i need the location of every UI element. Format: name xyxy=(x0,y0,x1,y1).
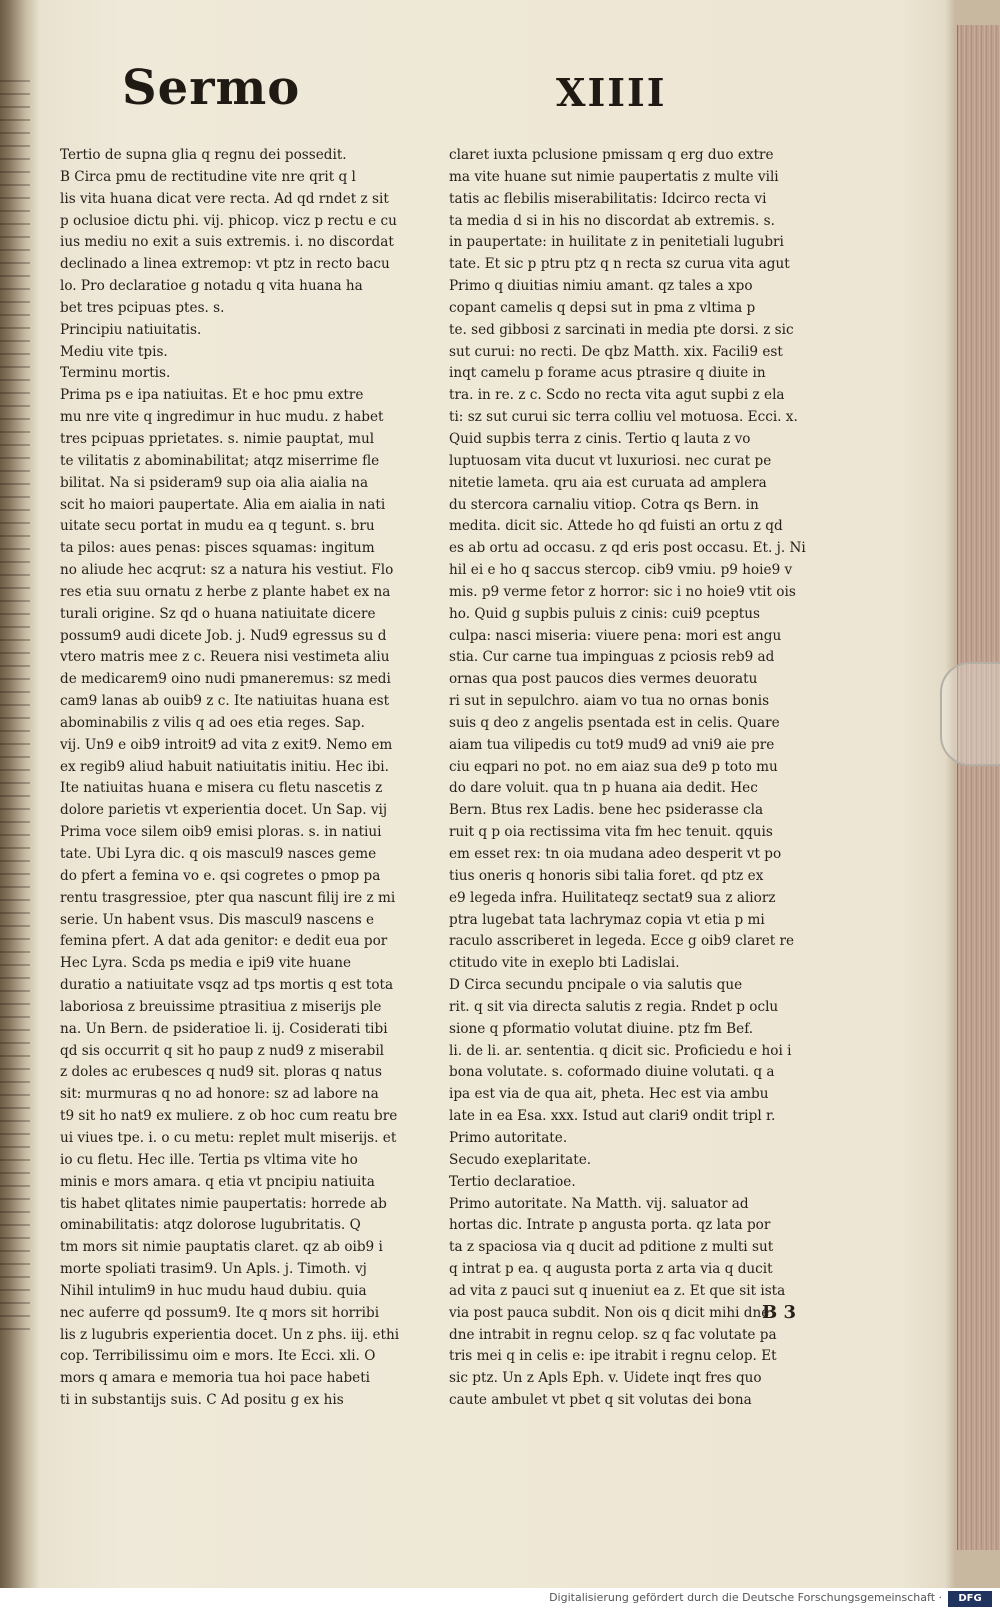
text-line: aiam tua vilipedis cu tot9 mud9 ad vni9 aie pre xyxy=(449,736,775,753)
right-text-column xyxy=(449,145,819,1412)
text-line: femina pfert. A dat ada genitor: e dedit eua por xyxy=(60,933,388,950)
text-line: tatis ac flebilis miserabilitatis: Idcirco recta vi xyxy=(449,190,767,207)
text-line: Primo autoritate. xyxy=(449,1129,568,1146)
footer-credit: Digitalisierung gefördert durch die Deutsche Forschungsgemeinschaft · xyxy=(549,1591,942,1604)
text-line: ri sut in sepulchro. aiam vo tua no ornas bonis xyxy=(449,693,770,710)
text-line: qd sis occurrit q sit ho paup z nud9 z miserabil xyxy=(60,1042,385,1059)
text-line: rit. q sit via directa salutis z regia. Rndet p oclu xyxy=(449,998,779,1015)
text-line: inqt camelu p forame acus ptrasire q diuite in xyxy=(449,365,766,382)
text-line: do dare voluit. qua tn p huana aia dedit. Hec xyxy=(449,780,758,797)
text-line: ominabilitatis: atqz dolorose lugubritatis. Q xyxy=(60,1217,361,1234)
text-line: p oclusioe dictu phi. vij. phicop. vicz p rectu e cu xyxy=(60,212,397,229)
text-line: lo. Pro declaratioe g notadu q vita huana ha xyxy=(60,278,363,295)
text-line: Bern. Btus rex Ladis. bene hec psiderasse cla xyxy=(449,802,764,819)
text-line: tres pcipuas pprietates. s. nimie pauptat, mul xyxy=(60,430,375,447)
text-line: morte spoliati trasim9. Un Apls. j. Timoth. vj xyxy=(60,1261,367,1278)
text-line: raculo asscriberet in legeda. Ecce g oib9 claret re xyxy=(449,933,795,950)
text-line: tis habet qlitates nimie paupertatis: horrede ab xyxy=(60,1195,387,1212)
text-line: du stercora carnaliu vitiop. Cotra qs Bern. in xyxy=(449,496,759,513)
text-line: ctitudo vite in exeplo bti Ladislai. xyxy=(449,955,680,972)
text-line: Terminu mortis. xyxy=(60,365,171,382)
text-line: Principiu natiuitatis. xyxy=(60,321,202,338)
text-line: ad vita z pauci sut q inueniut ea z. Et que sit ista xyxy=(449,1282,786,1299)
text-line: dne intrabit in regnu celop. sz q fac volutate pa xyxy=(449,1326,777,1343)
text-line: ui viues tpe. i. o cu metu: replet mult miserijs. et xyxy=(60,1129,397,1146)
text-line: Secudo exeplaritate. xyxy=(449,1151,592,1168)
text-line: ta media d si in his no discordat ab extremis. s. xyxy=(449,212,775,229)
text-line: ti: sz sut curui sic terra colliu vel motuosa. Ecci. x. xyxy=(449,409,798,426)
text-line: ho. Quid g supbis puluis z cinis: cui9 pceptus xyxy=(449,605,760,622)
text-line: stia. Cur carne tua impinguas z pciosis reb9 ad xyxy=(449,649,775,666)
text-line: uitate secu portat in mudu ea q tegunt. s. bru xyxy=(60,518,375,535)
text-line: claret iuxta pclusione pmissam q erg duo extre xyxy=(449,147,774,163)
text-line: lis z lugubris experientia docet. Un z phs. iij. ethi xyxy=(60,1326,400,1343)
text-line: em esset rex: tn oia mudana adeo desperit vt po xyxy=(449,846,782,862)
text-line: caute ambulet vt pbet q sit volutas dei bona xyxy=(449,1392,752,1409)
text-line: tra. in re. z c. Scdo no recta vita agut supbi z ela xyxy=(449,387,785,404)
digitization-footer xyxy=(0,1588,1000,1610)
text-line: sic ptz. Un z Apls Eph. v. Uidete inqt fres quo xyxy=(449,1370,762,1387)
text-line: possum9 audi dicete Job. j. Nud9 egressus su d xyxy=(60,627,387,644)
text-line: ti in substantijs suis. C Ad positu g ex his xyxy=(60,1392,344,1409)
text-line: tius oneris q honoris sibi talia foret. qd ptz ex xyxy=(449,867,764,884)
text-line: sione q pformatio volutat diuine. ptz fm Bef. xyxy=(449,1020,754,1037)
text-line: nec auferre qd possum9. Ite q mors sit horribi xyxy=(60,1304,380,1321)
text-line: bilitat. Na si psideram9 sup oia alia aialia na xyxy=(60,474,369,491)
text-line: abominabilis z vilis q ad oes etia reges. Sap. xyxy=(60,714,365,731)
text-line: cop. Terribilissimu oim e mors. Ite Ecci. xli. O xyxy=(60,1348,376,1365)
text-line: io cu fletu. Hec ille. Tertia ps vltima vite ho xyxy=(60,1151,358,1168)
text-line: medita. dicit sic. Attede ho qd fuisti an ortu z qd xyxy=(449,518,783,535)
text-line: cam9 lanas ab ouib9 z c. Ite natiuitas huana est xyxy=(60,693,390,710)
text-line: ius mediu no exit a suis extremis. i. no discordat xyxy=(60,234,394,251)
text-line: q intrat p ea. q augusta porta z arta via q ducit xyxy=(449,1261,773,1278)
text-line: ruit q p oia rectissima vita fm hec tenuit. qquis xyxy=(449,824,773,841)
text-line: hil ei e ho q saccus stercop. cib9 vmiu. p9 hoie9 v xyxy=(449,562,793,579)
text-line: hortas dic. Intrate p angusta porta. qz lata por xyxy=(449,1217,771,1234)
text-line: tris mei q in celis e: ipe itrabit i regnu celop. Et xyxy=(449,1348,777,1365)
text-line: nitetie lameta. qru aia est curuata ad amplera xyxy=(449,474,767,491)
running-head-folio: XIIII xyxy=(556,70,667,115)
text-line: ta pilos: aues penas: pisces squamas: ingitum xyxy=(60,540,375,557)
text-line: ornas qua post paucos dies vermes deuoratu xyxy=(449,671,758,688)
text-line: te. sed gibbosi z sarcinati in media pte dorsi. z sic xyxy=(449,321,794,338)
text-line: tate. Ubi Lyra dic. q ois mascul9 nasces geme xyxy=(60,846,377,862)
text-line: mis. p9 verme fetor z horror: sic i no hoie9 vtit ois xyxy=(449,583,796,600)
signature-mark: B 3 xyxy=(762,1302,797,1323)
text-line: li. de li. ar. sententia. q dicit sic. Proficiedu e hoi i xyxy=(449,1042,792,1059)
text-line: serie. Un habent vsus. Dis mascul9 nascens e xyxy=(60,911,375,928)
dfg-logo: DFG xyxy=(948,1591,992,1607)
text-line: Nihil intulim9 in huc mudu haud dubiu. quia xyxy=(60,1282,367,1299)
text-line: res etia suu ornatu z herbe z plante habet ex na xyxy=(60,583,391,600)
text-line: t9 sit ho nat9 ex muliere. z ob hoc cum reatu bre xyxy=(60,1108,398,1125)
text-line: sut curui: no recti. De qbz Matth. xix. Facili9 est xyxy=(449,343,783,360)
text-line: in paupertate: in huilitate z in penitetiali lugubri xyxy=(449,234,784,251)
text-line: tate. Et sic p ptru ptz q n recta sz curua vita agut xyxy=(449,256,790,273)
text-line: via post pauca subdit. Non ois q dicit mihi dne xyxy=(449,1304,770,1321)
text-line: rentu trasgressioe, pter qua nascunt filij ire z mi xyxy=(60,889,396,906)
previous-page-edge xyxy=(0,80,30,1340)
text-line: Tertio de supna glia q regnu dei possedit. xyxy=(60,147,347,163)
text-line: mu nre vite q ingredimur in huc mudu. z habet xyxy=(60,409,384,426)
text-line: suis q deo z angelis psentada est in celis. Quare xyxy=(449,714,780,731)
text-line: laboriosa z breuissime ptrasitiua z miserijs ple xyxy=(60,998,382,1015)
text-line: bet tres pcipuas ptes. s. xyxy=(60,299,225,316)
text-line: e9 legeda infra. Huilitateqz sectat9 sua z aliorz xyxy=(449,889,776,906)
text-line: Mediu vite tpis. xyxy=(60,343,168,360)
text-line: Prima ps e ipa natiuitas. Et e hoc pmu extre xyxy=(60,387,364,404)
text-line: na. Un Bern. de psideratioe li. ij. Cosiderati tibi xyxy=(60,1020,388,1037)
text-line: z doles ac erubesces q nud9 sit. ploras q natus xyxy=(60,1064,382,1081)
text-line: de medicarem9 oino nudi pmaneremus: sz medi xyxy=(60,671,391,688)
text-line: es ab ortu ad occasu. z qd eris post occasu. Et. j. Ni xyxy=(449,540,806,557)
text-line: dolore parietis vt experientia docet. Un Sap. vij xyxy=(60,802,388,819)
text-line: turali origine. Sz qd o huana natiuitate dicere xyxy=(60,605,376,622)
text-line: ex regib9 aliud habuit natiuitatis initiu. Hec ibi. xyxy=(60,758,389,775)
text-line: Primo q diuitias nimiu amant. qz tales a xpo xyxy=(449,278,753,295)
text-line: bona volutate. s. coformado diuine volutati. q a xyxy=(449,1064,775,1081)
text-line: ptra lugebat tata lachrymaz copia vt etia p mi xyxy=(449,911,765,928)
text-line: vtero matris mee z c. Reuera nisi vestimeta aliu xyxy=(60,649,390,666)
text-line: late in ea Esa. xxx. Istud aut clari9 ondit tripl r. xyxy=(449,1108,776,1125)
text-line: culpa: nasci miseria: viuere pena: mori est angu xyxy=(449,627,782,644)
text-line: te vilitatis z abominabilitat; atqz miserrime fle xyxy=(60,452,380,469)
text-line: mors q amara e memoria tua hoi pace habeti xyxy=(60,1370,371,1387)
text-line: sit: murmuras q no ad honore: sz ad labore na xyxy=(60,1086,379,1103)
running-head-left: Sermo xyxy=(122,60,301,116)
text-line: Tertio declaratioe. xyxy=(449,1173,576,1190)
text-line: luptuosam vita ducut vt luxuriosi. nec curat pe xyxy=(449,452,772,469)
text-line: vij. Un9 e oib9 introit9 ad vita z exit9. Nemo em xyxy=(60,736,393,753)
book-page-edges xyxy=(957,25,1000,1550)
text-line: D Circa secundu pncipale o via salutis que xyxy=(449,977,743,994)
text-line: ma vite huane sut nimie paupertatis z multe vili xyxy=(449,168,779,185)
text-line: declinado a linea extremop: vt ptz in recto bacu xyxy=(60,256,390,273)
text-line: Hec Lyra. Scda ps media e ipi9 vite huane xyxy=(60,955,352,972)
text-line: ciu eqpari no pot. no em aiaz sua de9 p toto mu xyxy=(449,758,778,775)
thumb-holder xyxy=(940,662,1000,766)
text-line: duratio a natiuitate vsqz ad tps mortis q est tota xyxy=(60,977,394,994)
text-line: ta z spaciosa via q ducit ad pditione z multi sut xyxy=(449,1239,774,1256)
left-text-column xyxy=(60,145,420,1412)
text-line: minis e mors amara. q etia vt pncipiu natiuita xyxy=(60,1173,375,1190)
text-line: no aliude hec acqrut: sz a natura his vestiut. Flo xyxy=(60,562,394,579)
text-line: tm mors sit nimie pauptatis claret. qz ab oib9 i xyxy=(60,1239,383,1256)
text-line: Prima voce silem oib9 emisi ploras. s. in natiui xyxy=(60,824,382,841)
text-line: Primo autoritate. Na Matth. vij. saluator ad xyxy=(449,1195,749,1212)
text-line: ipa est via de qua ait, pheta. Hec est via ambu xyxy=(449,1086,769,1103)
text-line: B Circa pmu de rectitudine vite nre qrit q l xyxy=(60,168,356,185)
text-line: Ite natiuitas huana e misera cu fletu nascetis z xyxy=(60,780,383,797)
text-line: scit ho maiori paupertate. Alia em aialia in nati xyxy=(60,496,386,513)
text-line: copant camelis q depsi sut in pma z vltima p xyxy=(449,299,756,316)
text-line: lis vita huana dicat vere recta. Ad qd rndet z sit xyxy=(60,190,389,207)
text-line: Quid supbis terra z cinis. Tertio q lauta z vo xyxy=(449,430,751,447)
text-line: do pfert a femina vo e. qsi cogretes o pmop pa xyxy=(60,867,381,884)
